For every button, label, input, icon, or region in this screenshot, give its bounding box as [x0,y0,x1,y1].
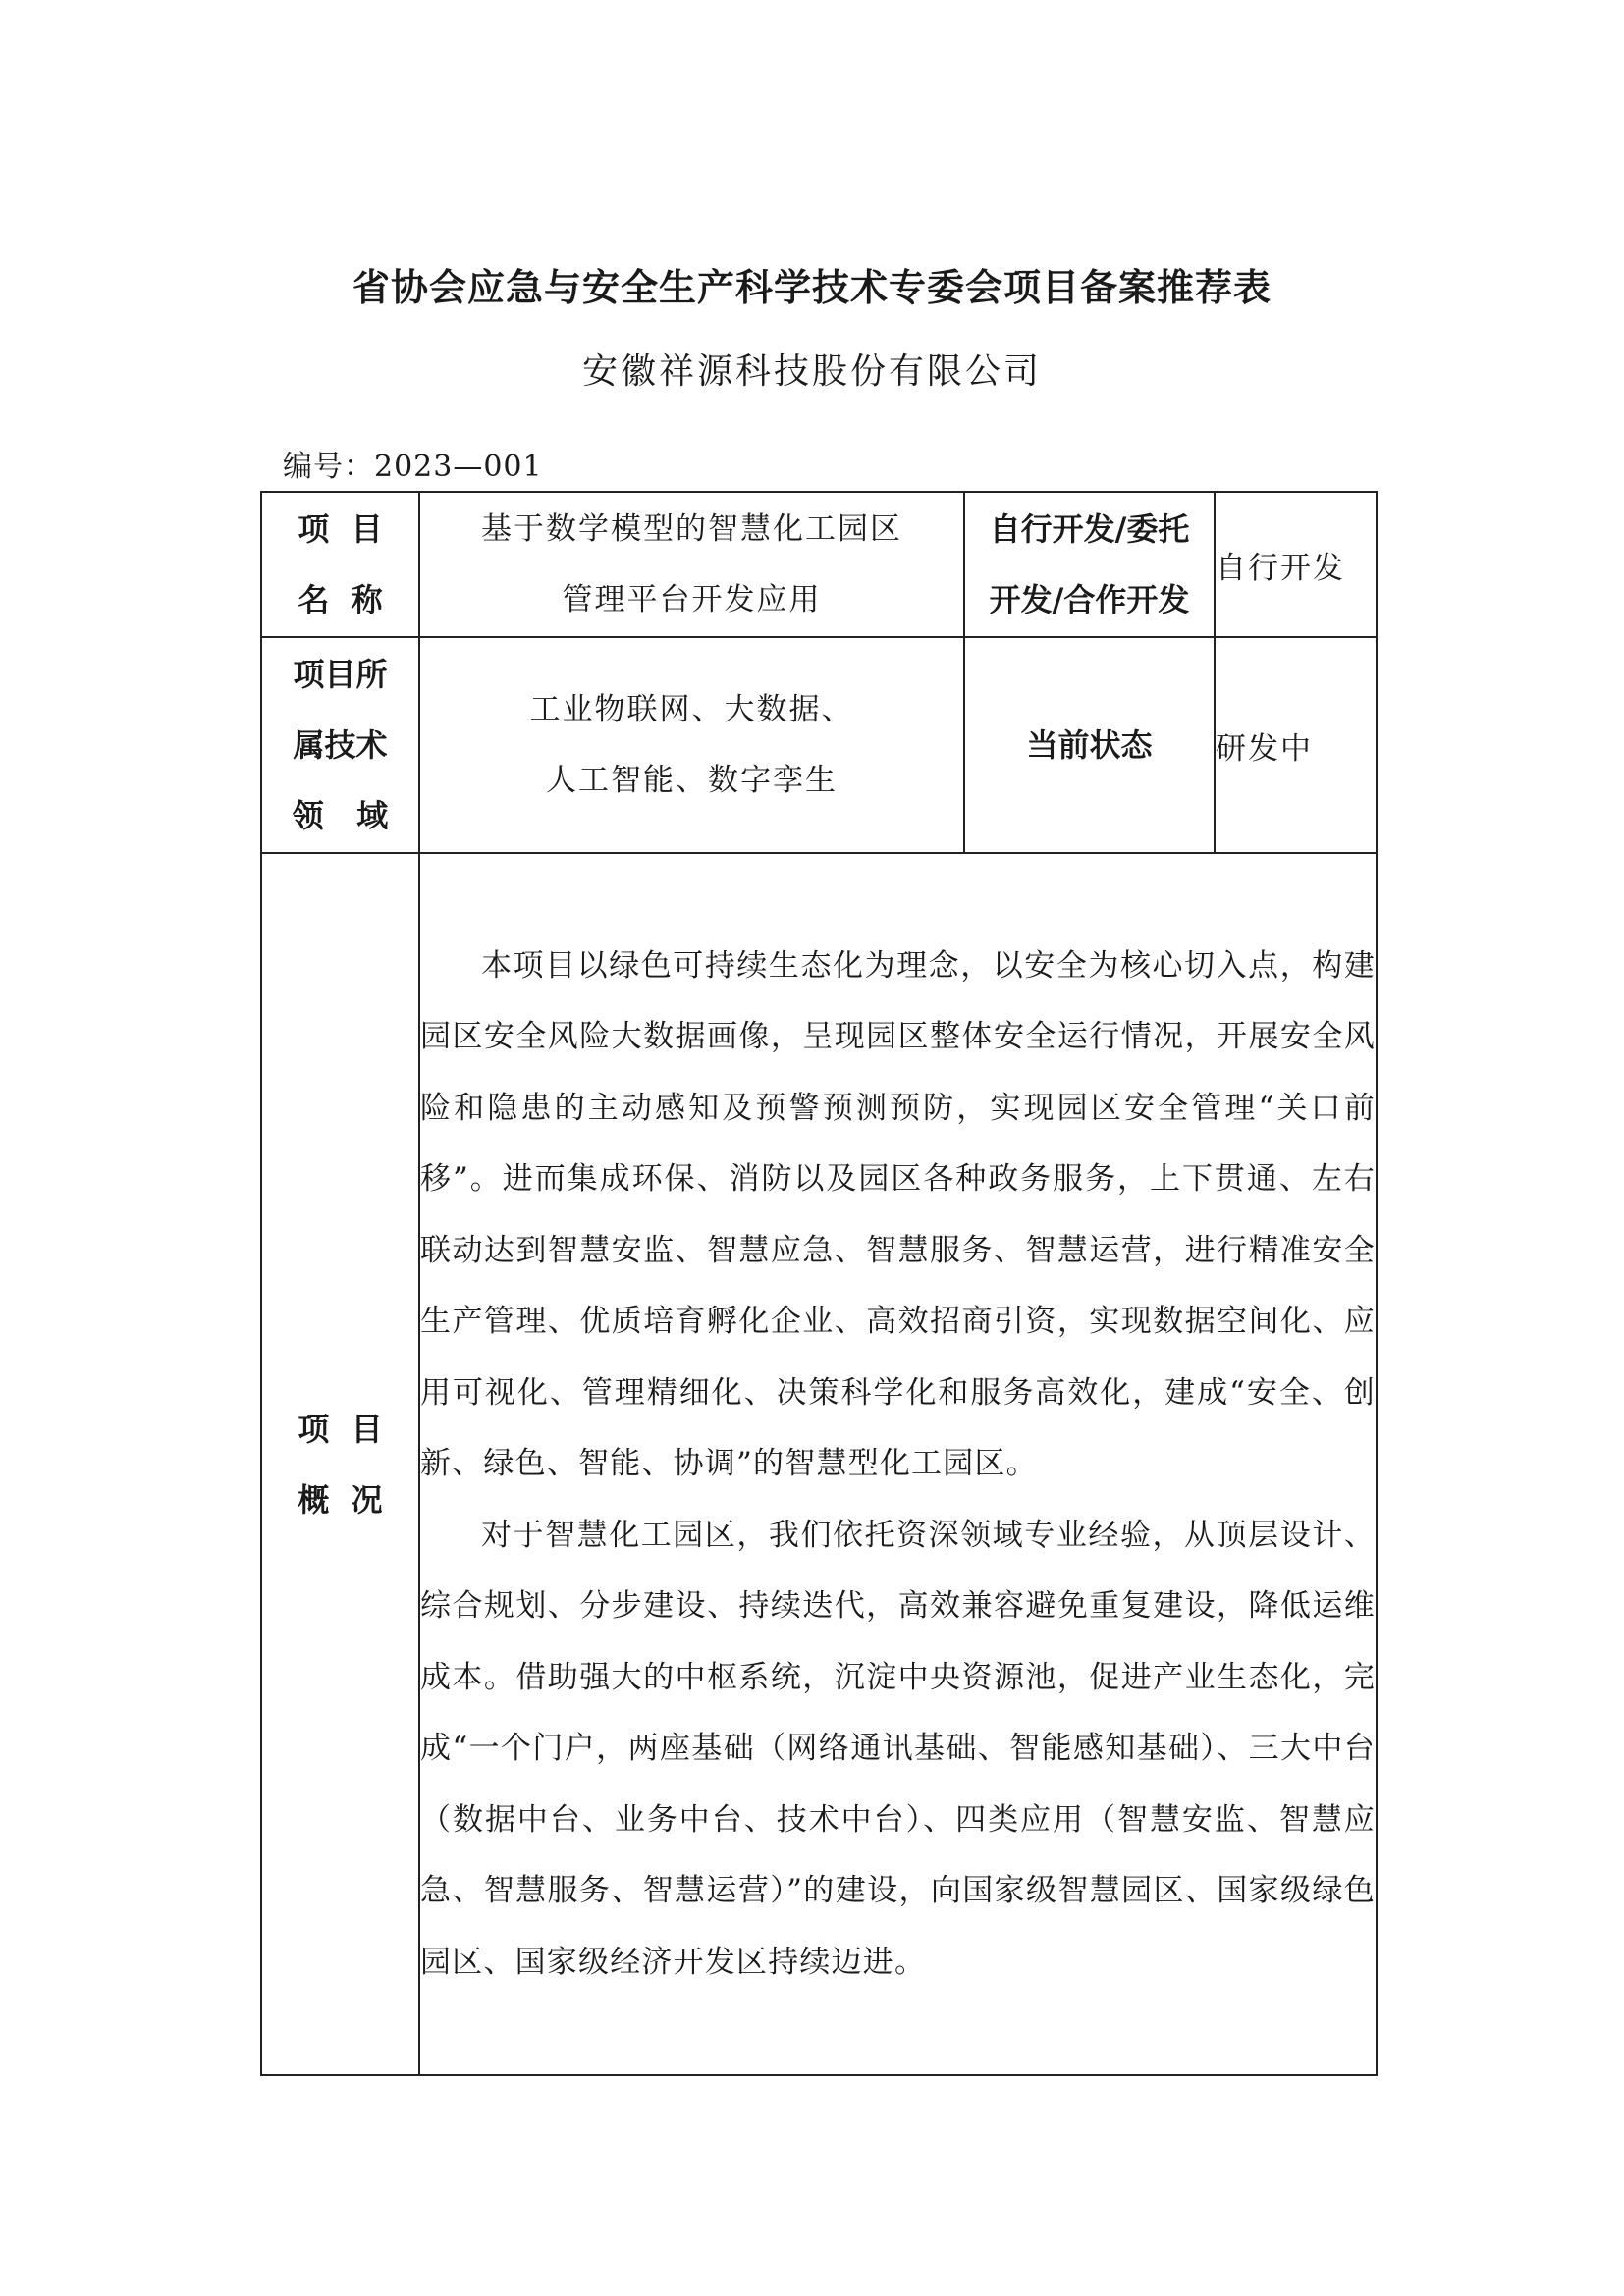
tech-field-label-line3: 领 域 [292,797,389,834]
overview-label-line1: 项 目 [298,1410,383,1448]
dev-mode-label [964,492,1215,637]
tech-field-line2: 人工智能、数字孪生 [546,763,838,798]
tech-field-value [419,637,964,853]
overview-paragraph-1: 本项目以绿色可持续生态化为理念，以安全为核心切入点，构建园区安全风险大数据画像，呈现园区整体安全运行情况，开展安全风险和隐患的主动感知及预警预测预防，实现园区安全管理“关口前移”。进而集成环保、消防以及园区各种政务服务，上下贯通、左右联动达到智慧安监、智慧应急、智慧服务、智慧运营，进行精准安全生产管理、优质培育孵化企业、高效招商引资，实现数据空间化、应用可视化、管理精细化、决策科学化和服务高效化，建成“安全、创新、绿色、智能、协调”的智慧型化工园区。 [420,947,1376,1482]
status-value: 研发中 [1215,637,1377,853]
document-number: 编号：2023—001 [283,450,543,484]
overview-label-line2: 概 况 [298,1480,383,1519]
dev-mode-value: 自行开发 [1215,492,1377,637]
tech-field-row [261,637,1377,853]
tech-field-label-line2: 属技术 [293,726,388,764]
overview-row [261,853,1377,2075]
company-name: 安徽祥源科技股份有限公司 [581,351,1042,392]
tech-field-line1: 工业物联网、大数据、 [529,692,854,727]
dev-mode-label-line1: 自行开发/委托 [989,510,1190,548]
tech-field-label [261,637,419,853]
project-name-label-line1: 项 目 [298,510,383,548]
dev-mode-label-line2: 开发/合作开发 [989,581,1190,618]
status-label: 当前状态 [964,637,1215,853]
project-name-label [261,492,419,637]
project-name-line2: 管理平台开发应用 [562,582,822,617]
project-name-line1: 基于数学模型的智慧化工园区 [481,511,902,547]
project-name-row [261,492,1377,637]
project-name-label-line2: 名 称 [298,581,383,618]
tech-field-label-line1: 项目所 [293,656,388,693]
project-form-table [260,491,1378,2076]
project-name-value [419,492,964,637]
overview-paragraph-2: 对于智慧化工园区，我们依托资深领域专业经验，从顶层设计、综合规划、分步建设、持续迭代，高效兼容避免重复建设，降低运维成本。借助强大的中枢系统，沉淀中央资源池，促进产业生态化，完成“一个门户，两座基础（网络通讯基础、智能感知基础）、三大中台（数据中台、业务中台、技术中台）、四类应用（智慧安监、智慧应急、智慧服务、智慧运营）”的建设，向国家级智慧园区、国家级绿色园区、国家级经济开发区持续迈进。 [420,1517,1376,1980]
overview-label [261,853,419,2075]
overview-content [419,853,1377,2075]
document-title: 省协会应急与安全生产科学技术专委会项目备案推荐表 [352,266,1272,309]
